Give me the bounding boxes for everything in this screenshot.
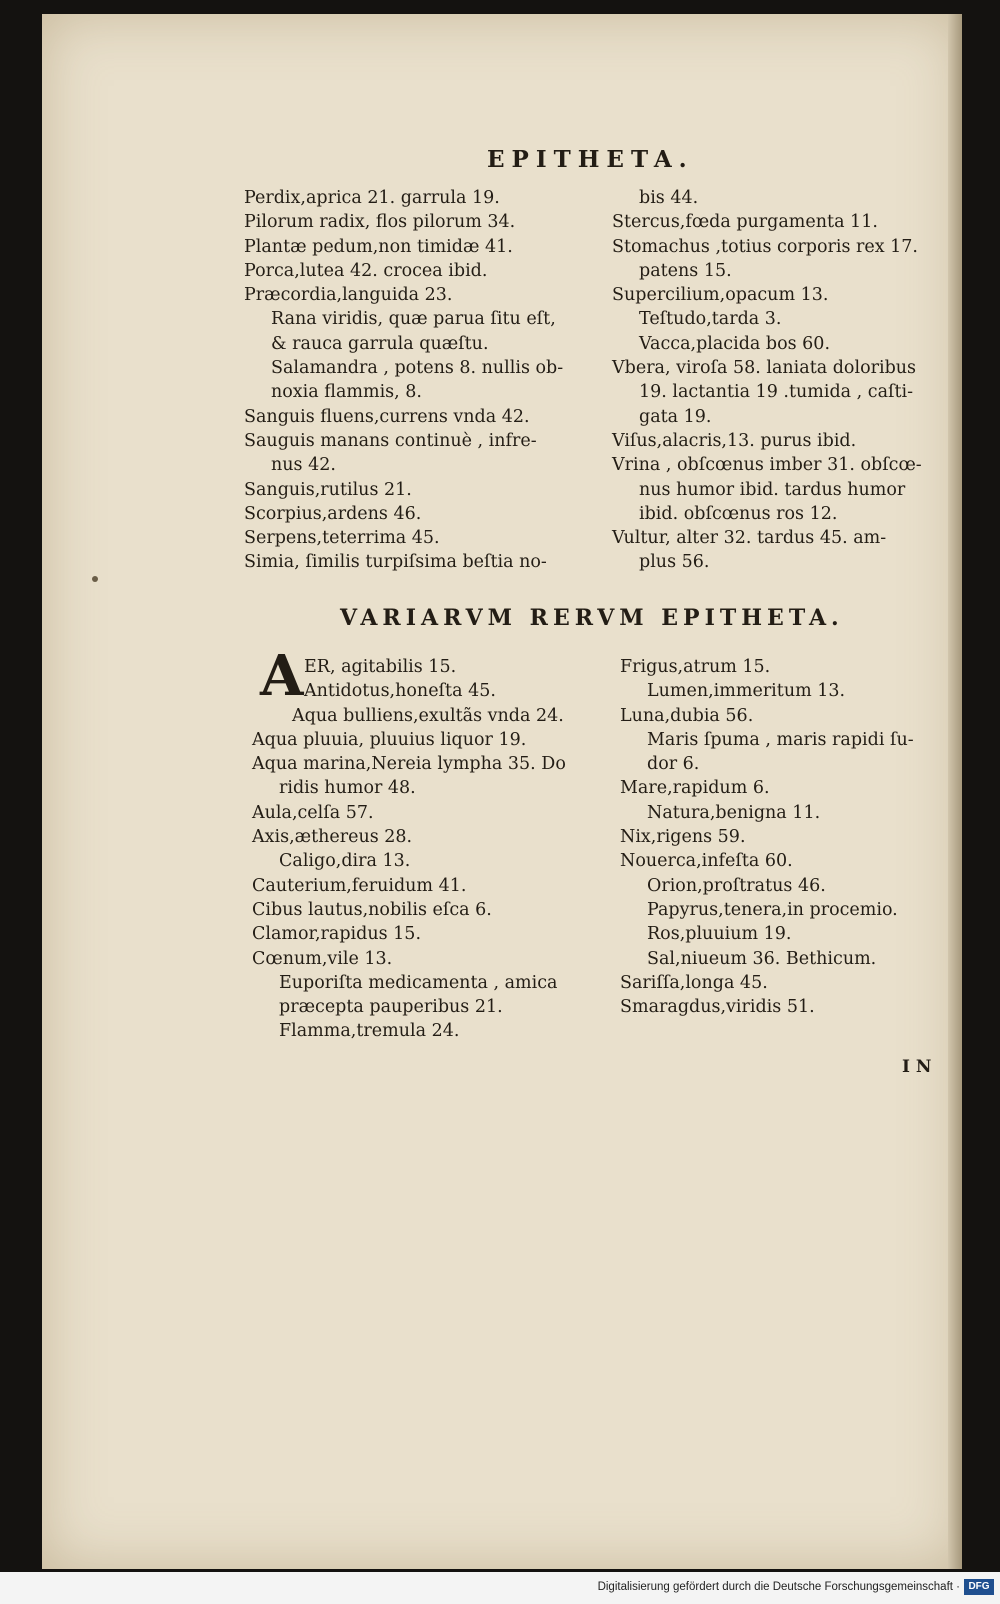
entry-line: Clamor,rapidus 15. (252, 924, 422, 945)
entry-line: 19. lactantia 19 .tumida , caſti- (639, 382, 914, 403)
entry-line: Natura,benigna 11. (647, 802, 821, 823)
entry-line: Aqua bulliens,exultãs vnda 24. (292, 705, 564, 726)
bottom-left-column (252, 655, 566, 1044)
entry-line: noxia flammis, 8. (271, 382, 422, 403)
entry-line: Antidotus,honeſta 45. (304, 681, 496, 702)
entry-line: Viſus,alacris,13. purus ibid. (612, 430, 857, 451)
entry-line: Vacca,placida bos 60. (639, 333, 831, 354)
entry-line: Pilorum radix, flos pilorum 34. (244, 212, 516, 233)
entry-line: Cœnum,vile 13. (252, 948, 393, 969)
entry-line: Porca,lutea 42. crocea ibid. (244, 260, 488, 281)
entry-line: Frigus,atrum 15. (620, 657, 771, 677)
page-edge (948, 14, 962, 1569)
entry-line: & rauca garrula quæſtu. (271, 333, 489, 354)
entry-line: ibid. obſcœnus ros 12. (639, 503, 838, 524)
entry-line: Perdix,aprica 21. garrula 19. (244, 188, 500, 208)
entry-line: gata 19. (639, 406, 712, 427)
entry-line: Caligo,dira 13. (279, 851, 411, 872)
entry-line: Vultur, alter 32. tardus 45. am- (612, 528, 887, 549)
entry-line: plus 56. (639, 552, 710, 573)
entry-line: Euporiſta medicamenta , amica (279, 972, 558, 993)
entry-line: bis 44. (639, 188, 699, 208)
drop-cap: A (260, 643, 304, 709)
entry-line: Sanguis fluens,currens vnda 42. (244, 406, 530, 427)
entry-line: ER, agitabilis 15. (304, 657, 457, 677)
margin-mark (92, 576, 98, 582)
entry-line: Vrina , obſcœnus imber 31. obſcœ- (612, 455, 922, 476)
entry-line: Mare,rapidum 6. (620, 778, 770, 799)
footer-credit: Digitalisierung gefördert durch die Deutsche Forschungsgemeinschaft · (597, 1581, 960, 1593)
entry-line: Cibus lautus,nobilis eſca 6. (252, 899, 492, 920)
entry-line: Sanguis,rutilus 21. (244, 479, 412, 500)
entry-line: Stomachus ,totius corporis rex 17. (612, 236, 918, 257)
section-heading: VARIARVM RERVM EPITHETA. (340, 605, 844, 631)
entry-line: dor 6. (647, 754, 700, 775)
entry-line: Sariſſa,longa 45. (620, 972, 768, 993)
catchword: I N (902, 1057, 932, 1077)
dfg-logo[interactable]: DFG (964, 1579, 994, 1595)
entry-line: Serpens,teterrima 45. (244, 528, 440, 549)
entry-line: Plantæ pedum,non timidæ 41. (244, 236, 513, 257)
entry-line: Luna,dubia 56. (620, 705, 754, 726)
entry-line: Scorpius,ardens 46. (244, 503, 422, 524)
entry-line: Sal,niueum 36. Bethicum. (647, 948, 877, 969)
entry-line: nus 42. (271, 455, 336, 476)
entry-line: Salamandra , potens 8. nullis ob- (271, 358, 564, 379)
entry-line: præcepta pauperibus 21. (279, 997, 503, 1018)
entry-line: Papyrus,tenera,in procemio. (647, 899, 898, 920)
entry-line: Sauguis manans continuè , infre- (244, 430, 537, 451)
entry-line: Aqua marina,Nereia lympha 35. Do (252, 754, 566, 775)
entry-line: Ros,pluuium 19. (647, 924, 792, 945)
entry-line: Nouerca,infeſta 60. (620, 851, 793, 872)
entry-line: Cauterium,feruidum 41. (252, 875, 467, 896)
entry-line: Lumen,immeritum 13. (647, 681, 846, 702)
entry-line: Maris ſpuma , maris rapidi ſu- (647, 729, 914, 750)
entry-line: Nix,rigens 59. (620, 827, 746, 848)
entry-line: Præcordia,languida 23. (244, 285, 453, 306)
running-head: EPITHETA. (487, 146, 694, 173)
entry-line: Rana viridis, quæ parua ſitu eſt, (271, 309, 556, 330)
entry-line: Vbera, viroſa 58. laniata doloribus (612, 358, 917, 379)
entry-line: Axis,æthereus 28. (252, 827, 413, 848)
top-left-column (244, 186, 563, 575)
entry-line: Simia, ſimilis turpiſsima beſtia no- (244, 552, 547, 573)
entry-line: Smaragdus,viridis 51. (620, 997, 815, 1018)
entry-line: Flamma,tremula 24. (279, 1021, 460, 1042)
entry-line: Aqua pluuia, pluuius liquor 19. (252, 729, 527, 750)
entry-line: Aula,celſa 57. (252, 802, 374, 823)
entry-line: patens 15. (639, 260, 732, 281)
bottom-right-column (620, 655, 914, 1019)
entry-line: Teſtudo,tarda 3. (639, 309, 782, 330)
entry-line: nus humor ibid. tardus humor (639, 479, 906, 500)
top-right-column (612, 186, 922, 575)
entry-line: ridis humor 48. (279, 778, 416, 799)
entry-line: Orion,proſtratus 46. (647, 875, 826, 896)
entry-line: Supercilium,opacum 13. (612, 285, 829, 306)
entry-line: Stercus,fœda purgamenta 11. (612, 212, 878, 233)
footer-bar (0, 1572, 1000, 1604)
